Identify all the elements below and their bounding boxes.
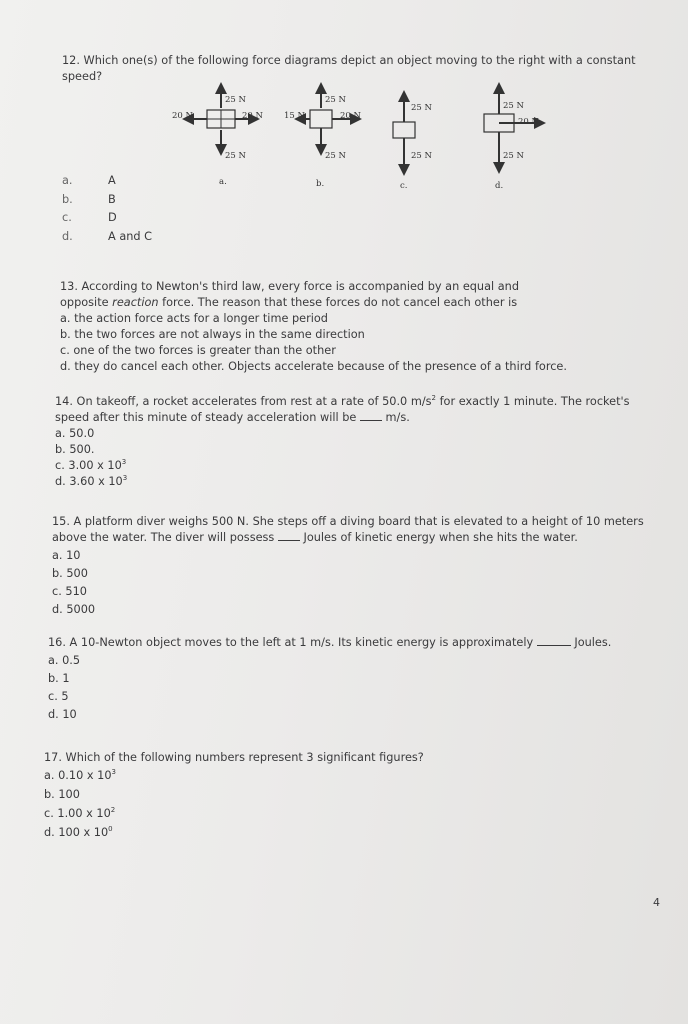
question-16	[48, 635, 648, 723]
question-17-option[interactable]: c. 1.00 x $10^2$	[44, 806, 116, 820]
option-text: A	[108, 174, 116, 187]
diagram-a-up-label: 25 N	[225, 95, 246, 105]
question-13-option[interactable]: c. one of the two forces is greater than the other	[60, 344, 336, 357]
question-15-option[interactable]: c. 510	[52, 585, 87, 598]
question-15-option[interactable]: b. 500	[52, 567, 88, 580]
answer-blank[interactable]	[278, 530, 300, 541]
question-13-stem-line2: opposite reaction force. The reason that these forces do not cancel each other is	[60, 296, 518, 309]
answer-blank[interactable]	[360, 410, 382, 421]
question-13	[60, 279, 620, 375]
question-17-option[interactable]: a. 0.10 x $10^3$	[44, 768, 116, 782]
question-16-stem: 16. A 10-Newton object moves to the left at 1 m/s. Its kinetic energy is approximately Joules.	[48, 636, 612, 649]
diagram-c-label: c.	[400, 181, 408, 191]
diagram-b-right-label: 20 N	[340, 111, 361, 121]
question-14-stem-line1: 14. On takeoff, a rocket accelerates from rest at a rate of 50.0 $m/s^2$ for exactly 1 minute. The rocket's	[55, 394, 630, 408]
diagram-d-down-label: 25 N	[503, 151, 524, 161]
force-diagrams	[168, 78, 548, 196]
diagram-b	[284, 84, 362, 189]
option-text: A and C	[108, 229, 153, 243]
question-13-option[interactable]: b. the two forces are not always in the same direction	[60, 328, 365, 341]
diagram-c-up-label: 25 N	[411, 103, 432, 113]
diagram-a-left-label: 20 N	[172, 111, 193, 121]
question-13-stem-line1: 13. According to Newton's third law, every force is accompanied by an equal and	[60, 280, 520, 293]
question-16-option[interactable]: d. 10	[48, 708, 77, 721]
diagram-a	[172, 84, 264, 187]
question-13-option[interactable]: d. they do cancel each other. Objects accelerate because of the presence of a third force.	[60, 360, 567, 373]
question-14-option[interactable]: a. 50.0	[55, 427, 95, 440]
question-14-option[interactable]: d. 3.60 x $10^3$	[55, 474, 128, 488]
diagram-b-box	[310, 110, 332, 128]
question-12-stem: 12. Which one(s) of the following force diagrams depict an object moving to the right with a constant speed?	[62, 54, 636, 83]
force-diagrams-svg	[168, 78, 548, 196]
option-letter: c.	[62, 211, 72, 224]
page-number: 4	[653, 896, 660, 909]
emphasized-word: reaction	[112, 296, 159, 309]
diagram-c-box	[393, 122, 415, 138]
question-14-option[interactable]: b. 500.	[55, 443, 95, 456]
question-12-option[interactable]	[62, 209, 152, 228]
option-letter: b.	[62, 192, 73, 206]
question-15-option[interactable]: d. 5000	[52, 603, 96, 616]
diagram-b-label: b.	[316, 179, 325, 189]
question-14-option[interactable]: c. 3.00 x $10^3$	[55, 458, 127, 472]
question-14	[55, 394, 645, 490]
question-16-option[interactable]: b. 1	[48, 672, 70, 685]
diagram-b-down-label: 25 N	[325, 151, 346, 161]
diagram-d-up-label: 25 N	[503, 101, 524, 111]
option-text: D	[108, 211, 117, 224]
diagram-d	[484, 84, 544, 191]
diagram-a-label: a.	[219, 177, 227, 187]
question-14-stem-line2: speed after this minute of steady acceleration will be m/s.	[55, 411, 410, 424]
question-16-option[interactable]: a. 0.5	[48, 654, 81, 667]
question-12-option[interactable]	[62, 228, 152, 247]
diagram-c	[393, 92, 433, 191]
question-15-stem-line2: above the water. The diver will possess Joules of kinetic energy when she hits the water.	[52, 531, 578, 544]
question-13-option[interactable]: a. the action force acts for a longer time period	[60, 312, 328, 325]
question-12-option[interactable]	[62, 172, 152, 191]
question-12-option[interactable]	[62, 191, 152, 210]
diagram-d-right-label: 20 N	[518, 117, 539, 127]
question-17-option[interactable]: b. 100	[44, 788, 80, 801]
question-17-option[interactable]: d. 100 x $10^0$	[44, 825, 113, 839]
option-letter: d.	[62, 229, 73, 243]
answer-blank[interactable]	[537, 635, 571, 646]
question-17-stem: 17. Which of the following numbers represent 3 significant figures?	[44, 751, 424, 764]
option-letter: a.	[62, 174, 73, 187]
diagram-b-left-label: 15 N	[284, 111, 305, 121]
diagram-b-up-label: 25 N	[325, 95, 346, 105]
question-15-stem-line1: 15. A platform diver weighs 500 N. She steps off a diving board that is elevated to a height of 10 meters	[52, 515, 644, 528]
diagram-c-down-label: 25 N	[411, 151, 432, 161]
question-12-options	[62, 172, 152, 246]
diagram-a-down-label: 25 N	[225, 151, 246, 161]
question-16-option[interactable]: c. 5	[48, 690, 69, 703]
question-15	[52, 514, 657, 618]
diagram-a-right-label: 20 N	[242, 111, 263, 121]
question-17	[44, 750, 644, 841]
diagram-d-label: d.	[495, 181, 504, 191]
question-15-option[interactable]: a. 10	[52, 549, 81, 562]
option-text: B	[108, 192, 116, 206]
